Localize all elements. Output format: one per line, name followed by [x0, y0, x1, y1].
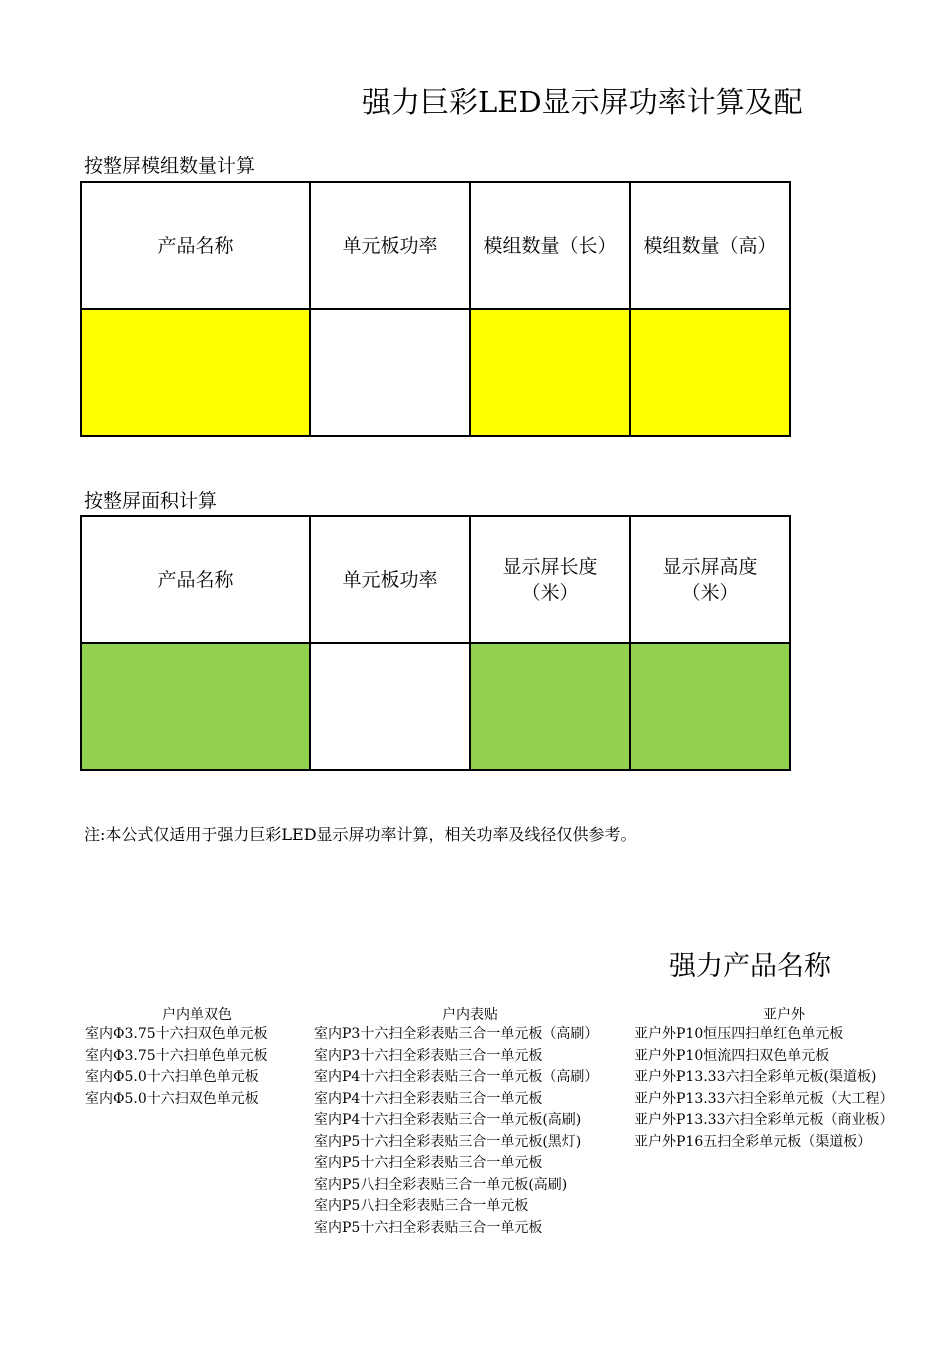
list-item: 室内P5十六扫全彩表贴三合一单元板(黑灯) — [314, 1133, 582, 1150]
unit-power-cell — [310, 309, 470, 436]
header-module-count-length: 模组数量（长） — [470, 182, 630, 309]
header-product-name: 产品名称 — [81, 182, 310, 309]
table-header-row — [81, 182, 790, 309]
list-item: 亚户外P13.33六扫全彩单元板（商业板） — [634, 1112, 894, 1128]
header-module-count-height: 模组数量（高） — [630, 182, 790, 309]
product-name-input-cell[interactable] — [81, 309, 310, 436]
list-item: 亚户外P13.33六扫全彩单元板（大工程） — [634, 1090, 894, 1107]
module-count-height-input-cell[interactable] — [630, 309, 790, 436]
page-title: 强力巨彩LED显示屏功率计算及配 — [362, 85, 803, 119]
section-label-area: 按整屏面积计算 — [84, 490, 218, 512]
list-item: 室内P5八扫全彩表贴三合一单元板(高刷) — [314, 1176, 568, 1193]
area-table — [80, 515, 791, 771]
header-screen-length-unit: （米） — [521, 581, 579, 604]
list-item: 室内P3十六扫全彩表贴三合一单元板 — [314, 1047, 543, 1064]
header-screen-height-unit: （米） — [681, 581, 739, 604]
header-screen-length-label: 显示屏长度 — [502, 555, 598, 578]
screen-length-input-cell[interactable] — [470, 643, 630, 770]
list-item: 室内P4十六扫全彩表贴三合一单元板 — [314, 1090, 543, 1107]
list-item: 室内P5十六扫全彩表贴三合一单元板 — [314, 1219, 543, 1236]
list-item: 室内Φ5.0十六扫双色单元板 — [85, 1090, 259, 1107]
list-item: 室内P5十六扫全彩表贴三合一单元板 — [314, 1155, 543, 1171]
unit-power-cell — [310, 643, 470, 770]
header-screen-height — [630, 516, 790, 643]
product-list-indoor-smd — [314, 1024, 598, 1239]
section-label-module-count: 按整屏模组数量计算 — [84, 155, 256, 177]
column-heading-indoor-smd: 户内表贴 — [442, 1007, 498, 1023]
header-unit-power: 单元板功率 — [310, 182, 470, 309]
table-input-row — [81, 643, 790, 770]
header-screen-height-label: 显示屏高度 — [662, 555, 758, 578]
module-count-table — [80, 181, 791, 437]
product-list-indoor-mono — [85, 1024, 268, 1110]
list-item: 室内Φ3.75十六扫双色单元板 — [85, 1026, 268, 1042]
list-item: 亚户外P10恒压四扫单红色单元板 — [634, 1026, 844, 1042]
table-header-row — [81, 516, 790, 643]
list-item: 亚户外P10恒流四扫双色单元板 — [634, 1047, 830, 1064]
column-heading-semi-outdoor: 亚户外 — [763, 1007, 805, 1023]
header-product-name: 产品名称 — [81, 516, 310, 643]
list-item: 室内P4十六扫全彩表贴三合一单元板（高刷） — [314, 1069, 599, 1085]
module-count-length-input-cell[interactable] — [470, 309, 630, 436]
list-item: 室内P3十六扫全彩表贴三合一单元板（高刷） — [314, 1026, 599, 1042]
list-item: 亚户外P13.33六扫全彩单元板(渠道板) — [634, 1069, 877, 1085]
screen-height-input-cell[interactable] — [630, 643, 790, 770]
list-item: 室内P4十六扫全彩表贴三合一单元板(高刷) — [314, 1112, 582, 1128]
product-list-semi-outdoor — [634, 1024, 894, 1153]
products-title: 强力产品名称 — [669, 951, 831, 982]
header-screen-length — [470, 516, 630, 643]
list-item: 室内Φ3.75十六扫单色单元板 — [85, 1047, 268, 1064]
column-heading-indoor-mono: 户内单双色 — [162, 1007, 232, 1023]
table-input-row — [81, 309, 790, 436]
disclaimer-note: 注:本公式仅适用于强力巨彩LED显示屏功率计算，相关功率及线径仅供参考。 — [84, 825, 637, 844]
list-item: 亚户外P16五扫全彩单元板（渠道板） — [634, 1133, 872, 1150]
header-unit-power: 单元板功率 — [310, 516, 470, 643]
list-item: 室内P5八扫全彩表贴三合一单元板 — [314, 1198, 529, 1214]
product-name-input-cell[interactable] — [81, 643, 310, 770]
list-item: 室内Φ5.0十六扫单色单元板 — [85, 1069, 259, 1085]
